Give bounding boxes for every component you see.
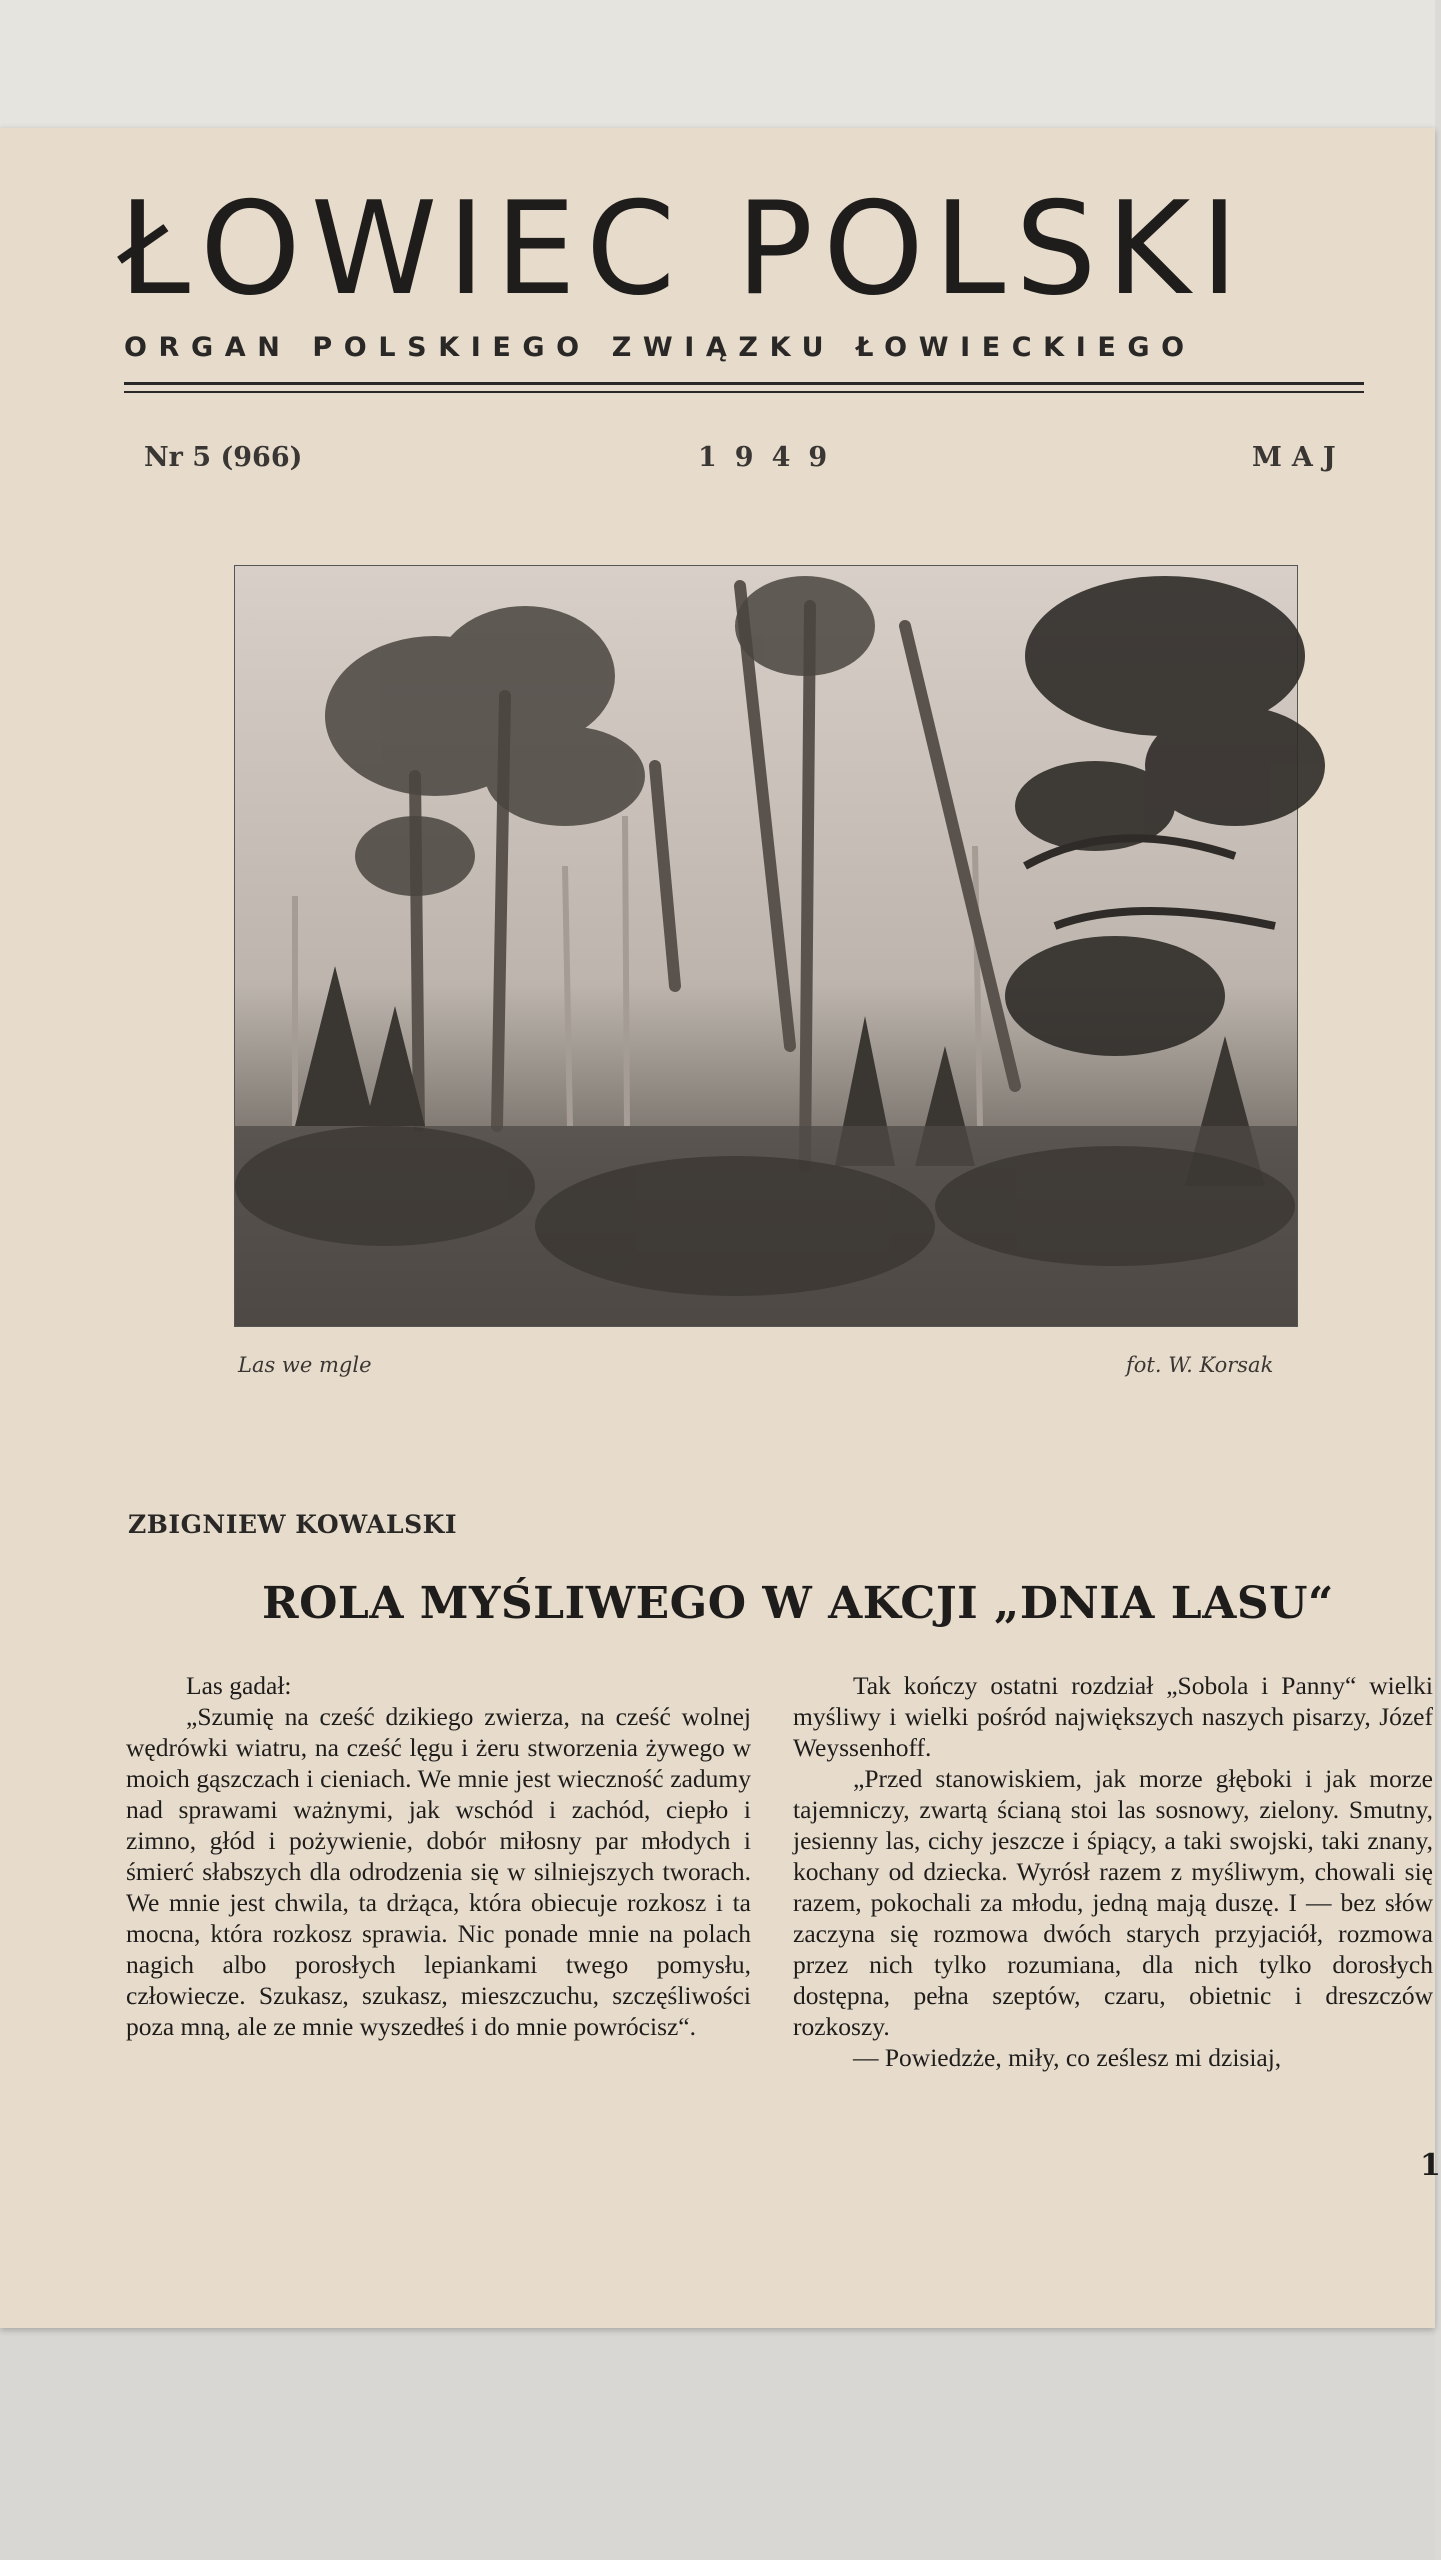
paragraph: „Przed stanowiskiem, jak morze głęboki i jak morze tajemniczy, zwartą ścianą stoi las sosnowy, zielony. Smutny, jesienny las, cichy jeszcze i śpiący, a taki swojski, taki znany, kochany od dziecka. Wyrósł razem z myśliwym, chowali się razem, pokochali za młodu, jedną mają duszę. I — bez słów zaczyna się rozmowa dwóch starych przyjaciół, rozmowa przez nich tylko rozumiana, dla nich tylko dorosłych dostępna, pełna szeptów, czaru, obietnic i dreszczów rozkoszy. <box>793 1764 1433 2041</box>
page-number: 1 <box>1420 2148 1441 2183</box>
masthead-subtitle: ORGAN POLSKIEGO ZWIĄZKU ŁOWIECKIEGO <box>124 332 1196 363</box>
article-right-column <box>793 1670 1433 2073</box>
paragraph: Tak kończy ostatni rozdział „Sobola i Panny“ wielki myśliwy i wielki pośród największych naszych pisarzy, Józef Weyssenhoff. <box>793 1671 1433 1762</box>
article-author: ZBIGNIEW KOWALSKI <box>128 1510 458 1539</box>
masthead-rule <box>124 391 1364 393</box>
paragraph: „Szumię na cześć dzikiego zwierza, na cześć wolnej wędrówki wiatru, na cześć lęgu i żeru stworzenia żywego w moich gąszczach i cieniach. We mnie jest wieczność zadumy nad sprawami ważnymi, jak wschód i zachód, ciepło i zimno, głód i pożywienie, dobór miłosny par młodych i śmierć słabszych dla odrodzenia się w silniejszych tworach. We mnie jest chwila, ta drżąca, która obiecuje rozkosz i ta mocna, która rozkosz sprawia. Nic ponade mnie na polach nagich albo porosłych lepiankami twego pomysłu, człowiecze. Szukasz, szukasz, mieszczuchu, szczęśliwości poza mną, ale ze mnie wyszedłeś i do mnie powrócisz“. <box>126 1702 751 2041</box>
photo-caption: Las we mgle <box>238 1353 372 1377</box>
masthead-title: ŁOWIEC POLSKI <box>118 175 1249 324</box>
issue-number: Nr 5 (966) <box>144 442 303 473</box>
article-left-column <box>126 1670 751 2042</box>
background-top <box>0 0 1435 140</box>
paragraph: Las gadał: <box>186 1671 292 1700</box>
background-bottom <box>0 2330 1435 2560</box>
masthead-rule <box>124 382 1364 385</box>
paragraph: — Powiedzże, miły, co ześlesz mi dzisiaj, <box>853 2043 1282 2072</box>
issue-month: MAJ <box>1252 442 1346 473</box>
article-title: ROLA MYŚLIWEGO W AKCJI „DNIA LASU“ <box>262 1578 1334 1629</box>
issue-year: 1949 <box>698 442 846 473</box>
photo-credit: fot. W. Korsak <box>1126 1353 1274 1377</box>
forest-photo <box>234 565 1298 1327</box>
